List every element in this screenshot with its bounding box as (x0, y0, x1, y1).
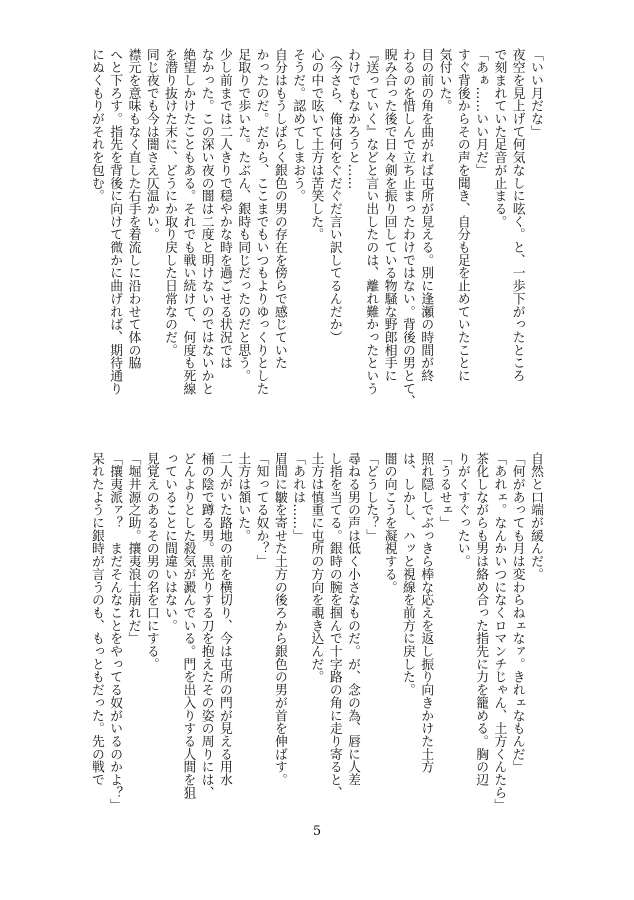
text-line: 「うるせェ」 (436, 452, 452, 530)
text-line: 「あれェ。なんかいつになくロマンチじゃん、土方くんたら」 (491, 452, 507, 812)
text-line: なかった。この深い夜の闇は二度と明けないのではないかと (198, 48, 214, 395)
text-line: 「いい月だな」 (528, 48, 543, 138)
text-line: そうだ。認めてしまおう。 (290, 48, 306, 203)
text-line: 自然と口端が緩んだ。 (528, 452, 543, 581)
text-line: 尋ねる男の声は低く小さなものだ。が、念の為、唇に人差 (345, 452, 361, 787)
text-line: 絶望しかけたこともある。それでも戦い続けて、何度も死線 (180, 48, 196, 395)
text-line: どんよりとした殺気が澱んでいる。門を出入りする人間を狙 (180, 452, 196, 799)
text-line: 見覚えのあるその男の名を口にする。 (143, 452, 159, 671)
text-line: 同じ夜でも今は闇さえ仄温かい。 (143, 48, 159, 241)
text-line: 闇の向こうを凝視する。 (381, 452, 397, 594)
text-line: 呆れたように銀時が言うのも、もっともだった。先の戦で (88, 452, 104, 787)
text-line: わるのを惜しんで立ち止まったわけではない。背後の男とて、 (399, 48, 415, 408)
text-line: 心の中で呟いて土方は苦笑した。 (308, 48, 324, 241)
text-line: っていることに間違いはない。 (162, 452, 178, 632)
text-line: 土方は頷いた。 (235, 452, 251, 542)
text-line: 睨み合った後で日々剣を振り回している物騒な野郎相手に (381, 48, 397, 383)
text-line: 「どうした？」 (363, 452, 379, 542)
text-line: 目の前の角を曲がれば屯所が見える。別に逢瀬の時間が終 (418, 48, 434, 383)
text-line: 茶化しながらも男は絡め合った指先に力を籠める。胸の辺 (473, 452, 489, 787)
text-line: 『送っていく』などと言い出したのは、離れ難かったという (363, 48, 379, 395)
page-number: 5 (312, 824, 322, 839)
text-line: 二人がいた路地の前を横切り、今は屯所の門が見える用水 (216, 452, 232, 787)
text-line: 襟元を意味もなく直した右手を着流しに沿わせて体の脇 (125, 48, 141, 370)
text-line: すぐ背後からその声を聞き、自分も足を止めていたことに (454, 48, 470, 383)
text-line: 「あれは……」 (290, 452, 306, 542)
text-line: わけでもなかろうと…… (345, 48, 361, 190)
text-line: 少し前までは二人きりで穏やかな時を過ごせる状況では (216, 48, 232, 370)
text-line: 眉間に皺を寄せた土方の後ろから銀色の男が首を伸ばす。 (271, 452, 287, 787)
text-line: 足取りで歩いた。たぶん、銀時も同じだったのだと思う。 (235, 48, 251, 383)
text-line: 照れ隠しでぶっきら棒な応えを返し振り向きかけた土方 (418, 452, 434, 774)
text-line: を潜り抜けた末に、どうにか取り戻した日常なのだ。 (162, 48, 178, 357)
lower-text-block (88, 452, 544, 824)
text-line: 自分はもうしばらく銀色の男の存在を傍らで感じていた (271, 48, 287, 370)
text-line: （今さら、俺は何をぐだぐだ言い訳してるんだか） (326, 48, 342, 344)
text-line: 気付いた。 (436, 48, 452, 113)
text-line: 土方は慎重に屯所の方向を覗き込んだ。 (308, 452, 324, 684)
text-line: にぬくもりがそれを包む。 (88, 48, 104, 203)
text-line: へと下ろす。指先を背後に向けて微かに曲げれば、期待通り (107, 48, 123, 395)
text-line: 桶の陰で蹲る男。黒光りする刀を抱えたその姿の周りには、 (198, 452, 214, 799)
text-line: 「何があっても月は変わらねェなァ。きれェなもんだ」 (509, 452, 525, 774)
text-line: 夜空を見上げて何気なしに呟く。と、一歩下がったところ (509, 48, 525, 383)
upper-text-block (88, 48, 544, 418)
text-line: りがくすぐったい。 (454, 452, 470, 568)
text-line: 「知ってる奴か？」 (253, 452, 269, 568)
text-line: は、しかし、ハッと視線を前方に戻した。 (399, 452, 415, 697)
text-line: 「攘夷派ァ？ まだそんなことをやってる奴がいるのかよ？」 (107, 452, 123, 812)
text-line: 「あぁ……いい月だ」 (473, 48, 489, 177)
text-line: で刻まれていた足音が止まる。 (491, 48, 507, 228)
text-line: かったのだ。だから、ここまでもいつもよりゆっくりとした (253, 48, 269, 395)
text-line: し指を当てる。銀時の腕を掴んで十字路の角に走り寄ると、 (326, 452, 342, 799)
text-line: 「堀井源之助。攘夷浪士崩れだ」 (125, 452, 141, 645)
